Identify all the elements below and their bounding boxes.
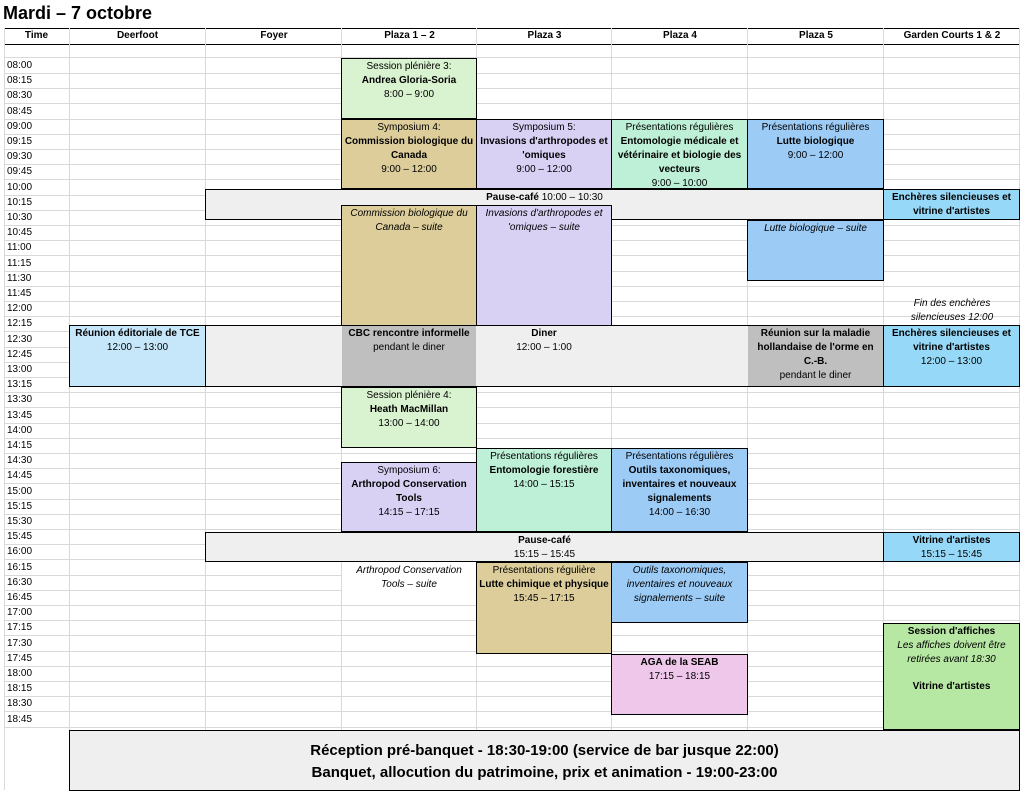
event-time: 12:00 – 1:00 bbox=[516, 342, 572, 353]
event-title: Réception pré-banquet - 18:30-19:00 (service de bar jusque 22:00) bbox=[310, 742, 779, 759]
grid-line bbox=[4, 711, 1020, 712]
event-symposium-6[interactable] bbox=[341, 462, 477, 532]
time-label: 08:00 bbox=[7, 60, 33, 71]
event-label: Présentations régulière bbox=[492, 565, 596, 576]
time-label: 09:15 bbox=[7, 136, 33, 147]
time-label: 08:45 bbox=[7, 106, 33, 117]
grid-line bbox=[4, 28, 1020, 29]
event-time: pendant le diner bbox=[779, 370, 852, 381]
time-label: 14:45 bbox=[7, 470, 33, 481]
event-cbc-rencontre[interactable] bbox=[342, 326, 476, 386]
time-label: 09:45 bbox=[7, 166, 33, 177]
event-time: 14:00 – 16:30 bbox=[648, 507, 711, 518]
event-aga-seab[interactable] bbox=[611, 654, 748, 715]
event-title: Session d'affiches bbox=[907, 626, 996, 637]
event-time: 15:15 – 15:45 bbox=[920, 549, 983, 560]
event-title: Enchères silencieuses et vitrine d'artistes bbox=[892, 192, 1011, 217]
event-regular-plaza3-pm[interactable] bbox=[476, 448, 612, 532]
event-label: Session plénière 4: bbox=[366, 390, 452, 401]
event-time: 9:00 – 12:00 bbox=[787, 150, 844, 161]
time-label: 18:15 bbox=[7, 683, 33, 694]
grid-line bbox=[4, 423, 1020, 424]
event-title: Vitrine d'artistes bbox=[912, 535, 991, 546]
time-label: 14:30 bbox=[7, 455, 33, 466]
event-title: Diner bbox=[531, 328, 557, 339]
event-label: Symposium 4: bbox=[377, 122, 441, 133]
time-label: 12:00 bbox=[7, 303, 33, 314]
grid-line bbox=[4, 727, 1020, 728]
event-time: 15:15 – 15:45 bbox=[513, 549, 576, 560]
event-label: Session plénière 3: bbox=[366, 61, 452, 72]
event-title: Commission biologique du Canada – suite bbox=[350, 208, 468, 233]
time-label: 15:00 bbox=[7, 486, 33, 497]
event-title: Commission biologique du Canada bbox=[344, 136, 474, 161]
event-title: CBC rencontre informelle bbox=[348, 328, 470, 339]
note-fin-encheres bbox=[884, 296, 1020, 325]
event-label: Présentations régulières bbox=[490, 451, 598, 462]
event-title: Invasions d'arthropodes et 'omiques – suite bbox=[485, 208, 603, 233]
grid-line bbox=[4, 57, 1020, 58]
time-label: 15:30 bbox=[7, 516, 33, 527]
event-time: 14:15 – 17:15 bbox=[378, 507, 440, 518]
time-label: 17:15 bbox=[7, 622, 33, 633]
grid-line bbox=[4, 103, 1020, 104]
grid-line bbox=[4, 392, 1020, 393]
time-label: 12:15 bbox=[7, 318, 33, 329]
time-label: 18:30 bbox=[7, 698, 33, 709]
event-label: Symposium 5: bbox=[512, 122, 576, 133]
event-title: Pause-café bbox=[518, 535, 571, 546]
event-banquet[interactable] bbox=[69, 730, 1020, 791]
event-regular-plaza4-pm[interactable] bbox=[611, 448, 748, 532]
event-regular-plaza4-am[interactable] bbox=[611, 119, 748, 189]
grid-line bbox=[4, 681, 1020, 682]
event-title: Enchères silencieuses et vitrine d'artistes bbox=[892, 328, 1011, 353]
time-label: 14:00 bbox=[7, 425, 33, 436]
grid-line bbox=[4, 44, 1020, 45]
event-time: 12:00 – 13:00 bbox=[106, 342, 169, 353]
event-title: Entomologie médicale et vétérinaire et biologie des vecteurs bbox=[617, 136, 742, 175]
time-label: 16:00 bbox=[7, 546, 33, 557]
header-plaza-1-2: Plaza 1 – 2 bbox=[384, 30, 435, 41]
event-arthropod-suite[interactable] bbox=[342, 563, 476, 599]
time-label: 14:15 bbox=[7, 440, 33, 451]
event-cbc-suite[interactable] bbox=[341, 205, 477, 326]
time-label: 13:15 bbox=[7, 379, 33, 390]
event-title: Arthropod Conservation Tools – suite bbox=[356, 565, 462, 590]
time-label: 13:00 bbox=[7, 364, 33, 375]
event-lutte-chimique[interactable] bbox=[476, 562, 612, 654]
event-time: 13:00 – 14:00 bbox=[378, 418, 440, 429]
grid-line bbox=[4, 28, 5, 790]
event-reunion-tce[interactable] bbox=[69, 325, 206, 387]
header-deerfoot: Deerfoot bbox=[116, 30, 159, 41]
event-note: Les affiches doivent être retirées avant 18:30 bbox=[897, 640, 1006, 665]
time-label: 18:45 bbox=[7, 714, 33, 725]
event-time: 15:45 – 17:15 bbox=[513, 593, 575, 604]
event-label: Présentations régulières bbox=[761, 122, 870, 133]
time-label: 11:00 bbox=[7, 242, 32, 253]
event-lutte-suite[interactable] bbox=[747, 220, 884, 281]
time-label: 18:00 bbox=[7, 668, 33, 679]
event-time: 10:00 – 10:30 bbox=[541, 192, 603, 203]
event-title: Arthropod Conservation Tools bbox=[351, 479, 467, 504]
event-invasions-suite[interactable] bbox=[476, 205, 612, 326]
time-label: 09:00 bbox=[7, 121, 33, 132]
header-garden-courts: Garden Courts 1 & 2 bbox=[903, 30, 1001, 41]
time-label: 16:30 bbox=[7, 577, 33, 588]
event-pause-cafe-pm[interactable] bbox=[205, 532, 884, 562]
event-title: Heath MacMillan bbox=[369, 404, 449, 415]
event-title: Réunion sur la maladie hollandaise de l'orme en C.-B. bbox=[757, 328, 874, 367]
note-text: Fin des enchères silencieuses 12:00 bbox=[910, 298, 994, 323]
event-session-affiches[interactable] bbox=[883, 623, 1020, 730]
event-title: Lutte biologique – suite bbox=[764, 223, 867, 234]
time-label: 10:45 bbox=[7, 227, 33, 238]
event-title: Pause-café bbox=[486, 192, 539, 203]
event-label: Symposium 6: bbox=[377, 465, 441, 476]
event-regular-plaza5-am[interactable] bbox=[747, 119, 884, 189]
grid-line bbox=[4, 696, 1020, 697]
event-orme[interactable] bbox=[748, 326, 883, 386]
time-label: 17:45 bbox=[7, 653, 33, 664]
time-label: 10:30 bbox=[7, 212, 33, 223]
event-time: pendant le diner bbox=[373, 342, 445, 353]
time-label: 10:15 bbox=[7, 197, 33, 208]
time-label: 10:00 bbox=[7, 182, 33, 193]
event-title: Lutte biologique bbox=[776, 136, 855, 147]
time-label: 15:45 bbox=[7, 531, 33, 542]
grid-line bbox=[4, 73, 1020, 74]
time-label: 11:30 bbox=[7, 273, 32, 284]
time-label: 12:30 bbox=[7, 334, 33, 345]
event-pleniere-3[interactable] bbox=[341, 58, 477, 119]
grid-line bbox=[4, 438, 1020, 439]
event-time: 12:00 – 13:00 bbox=[920, 356, 983, 367]
event-time: 17:15 – 18:15 bbox=[648, 671, 711, 682]
event-title: Réunion éditoriale de TCE bbox=[75, 328, 200, 339]
event-time: 9:00 – 10:00 bbox=[651, 178, 708, 189]
event-time: 9:00 – 12:00 bbox=[381, 164, 437, 175]
time-label: 12:45 bbox=[7, 349, 33, 360]
event-encheres-midi[interactable] bbox=[883, 325, 1020, 387]
time-label: 13:45 bbox=[7, 410, 33, 421]
time-label: 11:45 bbox=[7, 288, 32, 299]
time-label: 17:30 bbox=[7, 638, 33, 649]
event-title: Lutte chimique et physique bbox=[479, 579, 609, 590]
event-pleniere-4[interactable] bbox=[341, 387, 477, 448]
event-subtitle: Banquet, allocution du patrimoine, prix et animation - 19:00-23:00 bbox=[311, 764, 778, 781]
time-label: 11:15 bbox=[7, 258, 32, 269]
time-label: 13:30 bbox=[7, 394, 33, 405]
page-title: Mardi – 7 octobre bbox=[3, 3, 153, 23]
header-plaza-3: Plaza 3 bbox=[527, 30, 562, 41]
header-foyer: Foyer bbox=[260, 30, 288, 41]
event-title: Andrea Gloria-Soria bbox=[361, 75, 457, 86]
event-title: AGA de la SEAB bbox=[640, 657, 719, 668]
time-label: 16:15 bbox=[7, 562, 33, 573]
event-encheres-am[interactable] bbox=[883, 189, 1020, 220]
grid-line bbox=[4, 666, 1020, 667]
event-subtitle: Vitrine d'artistes bbox=[912, 681, 991, 692]
event-title: Outils taxonomiques, inventaires et nouveaux signalements – suite bbox=[626, 565, 733, 604]
time-label: 16:45 bbox=[7, 592, 33, 603]
time-label: 17:00 bbox=[7, 607, 33, 618]
grid-line bbox=[4, 407, 1020, 408]
event-time: 8:00 – 9:00 bbox=[383, 89, 435, 100]
event-title: Invasions d'arthropodes et 'omiques bbox=[480, 136, 608, 161]
grid-line bbox=[4, 88, 1020, 89]
event-label: Présentations régulières bbox=[625, 451, 734, 462]
time-label: 08:30 bbox=[7, 90, 33, 101]
time-label: 09:30 bbox=[7, 151, 33, 162]
header-plaza-5: Plaza 5 bbox=[799, 30, 833, 41]
event-time: 14:00 – 15:15 bbox=[513, 479, 575, 490]
event-vitrine-pm[interactable] bbox=[883, 532, 1020, 562]
time-label: 08:15 bbox=[7, 75, 33, 86]
header-plaza-4: Plaza 4 bbox=[663, 30, 697, 41]
time-label: 15:15 bbox=[7, 501, 33, 512]
event-label: Présentations régulières bbox=[625, 122, 734, 133]
event-title: Entomologie forestière bbox=[489, 465, 599, 476]
event-diner[interactable] bbox=[477, 326, 611, 356]
event-time: 9:00 – 12:00 bbox=[516, 164, 572, 175]
event-outils-suite[interactable] bbox=[611, 562, 748, 623]
header-time: Time bbox=[24, 30, 49, 41]
event-title: Outils taxonomiques, inventaires et nouveaux signalements bbox=[622, 465, 737, 504]
event-symposium-4[interactable] bbox=[341, 119, 477, 189]
event-symposium-5[interactable] bbox=[476, 119, 612, 189]
